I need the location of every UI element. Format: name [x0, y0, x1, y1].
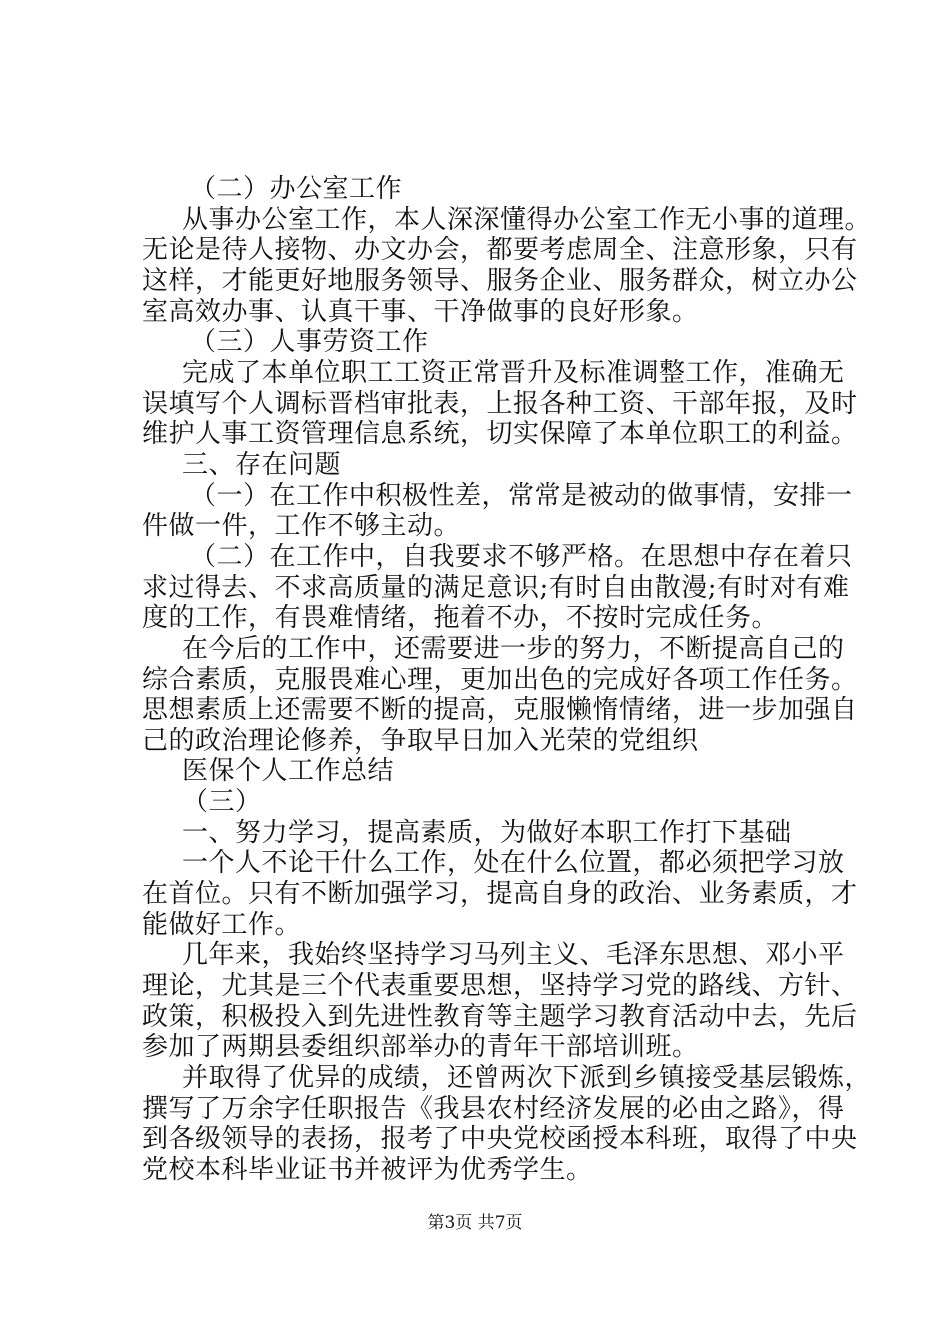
paragraph-line: 完成了本单位职工工资正常晋升及标准调整工作，准确无 [182, 357, 845, 388]
document-title: 医保个人工作总结 [182, 756, 395, 787]
paragraph-line: 参加了两期县委组织部举办的青年干部培训班。 [142, 1032, 699, 1063]
paragraph-line: 求过得去、不求高质量的满足意识;有时自由散漫;有时对有难 [142, 572, 850, 603]
section-heading: 一、努力学习，提高素质，为做好本职工作打下基础 [182, 817, 792, 848]
paragraph-line: 理论，尤其是三个代表重要思想，坚持学习党的路线、方针、 [142, 971, 858, 1002]
paragraph-line: 综合素质，克服畏难心理，更加出色的完成好各项工作任务。 [142, 664, 858, 695]
paragraph-line: 从事办公室工作，本人深深懂得办公室工作无小事的道理。 [182, 204, 872, 235]
paragraph-line: 维护人事工资管理信息系统，切实保障了本单位职工的利益。 [142, 419, 858, 450]
paragraph-line: （二）在工作中，自我要求不够严格。在思想中存在着只 [190, 541, 853, 572]
paragraph-line: 能做好工作。 [142, 909, 302, 940]
paragraph-line: 一个人不论干什么工作，处在什么位置，都必须把学习放 [182, 848, 845, 879]
paragraph-line: 撰写了万余字任职报告《我县农村经济发展的必由之路》，得 [142, 1093, 845, 1124]
section-heading: （二）办公室工作 [190, 174, 403, 204]
paragraph-line: 在首位。只有不断加强学习，提高自身的政治、业务素质，才 [142, 879, 858, 910]
paragraph-line: 无论是待人接物、办文办会，都要考虑周全、注意形象，只有 [142, 235, 858, 266]
paragraph-line: 这样，才能更好地服务领导、服务企业、服务群众，树立办公 [142, 265, 858, 296]
paragraph-line: 在今后的工作中，还需要进一步的努力，不断提高自己的 [182, 633, 845, 664]
document-subtitle: （三） [182, 787, 262, 818]
paragraph-line: （一）在工作中积极性差，常常是被动的做事情，安排一 [190, 480, 853, 511]
paragraph-line: 件做一件，工作不够主动。 [142, 511, 461, 542]
paragraph-line: 己的政治理论修养，争取早日加入光荣的党组织 [142, 725, 699, 756]
paragraph-line: 几年来，我始终坚持学习马列主义、毛泽东思想、邓小平 [182, 940, 845, 971]
paragraph-line: 误填写个人调标晋档审批表，上报各种工资、干部年报，及时 [142, 388, 858, 419]
paragraph-line: 到各级领导的表扬，报考了中央党校函授本科班，取得了中央 [142, 1124, 858, 1155]
paragraph-line: 室高效办事、认真干事、干净做事的良好形象。 [142, 296, 699, 327]
paragraph-line: 并取得了优异的成绩，还曾两次下派到乡镇接受基层锻炼， [182, 1063, 872, 1094]
paragraph-line: 思想素质上还需要不断的提高，克服懒惰情绪，进一步加强自 [142, 695, 858, 726]
section-heading: （三）人事劳资工作 [190, 327, 429, 358]
paragraph-line: 度的工作，有畏难情绪，拖着不办，不按时完成任务。 [142, 603, 779, 634]
paragraph-line: 党校本科毕业证书并被评为优秀学生。 [142, 1155, 593, 1185]
paragraph-line: 政策，积极投入到先进性教育等主题学习教育活动中去，先后 [142, 1001, 858, 1032]
page-number-footer: 第3页 共7页 [427, 1213, 523, 1233]
section-heading: 三、存在问题 [182, 449, 342, 480]
